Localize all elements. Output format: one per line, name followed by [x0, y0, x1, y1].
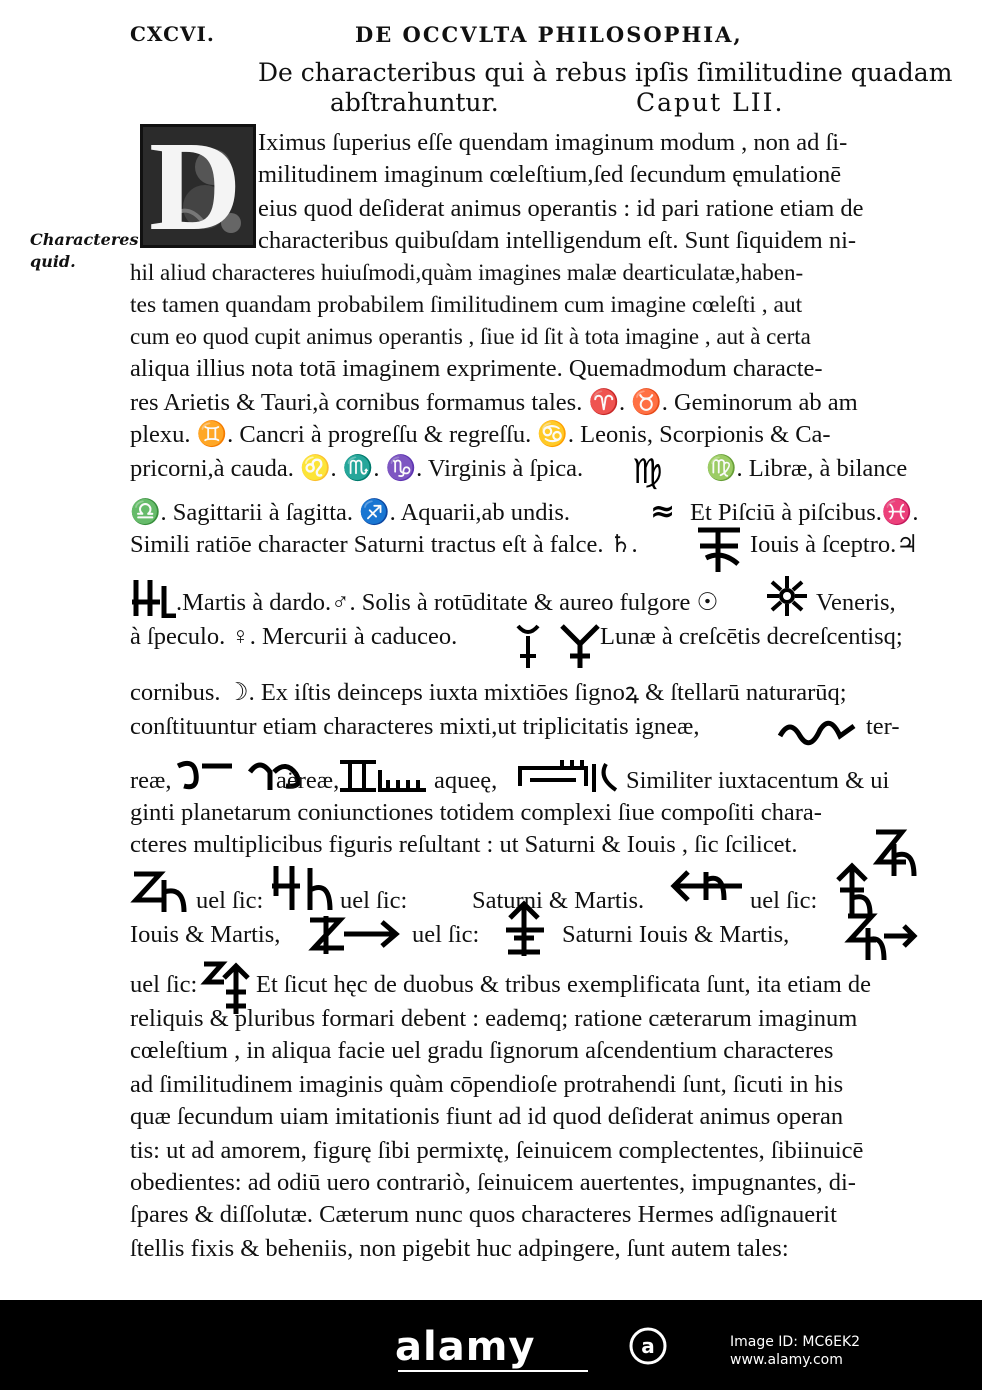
- stock-photo-footer: [0, 1300, 982, 1390]
- jupiter-mars-conjunction-icon: [306, 912, 402, 956]
- text-line: aëreæ,: [276, 767, 340, 794]
- decorated-initial: [140, 124, 256, 248]
- text-line: aqueę,: [434, 767, 498, 794]
- text-line: Et ſicut hęc de duobus & tribus exemplificata ſunt, ita etiam de: [256, 971, 872, 998]
- text-line: ♎. Sagittarii à ſagitta. ♐. Aquarii,ab undis.: [130, 499, 571, 526]
- text-line: aliqua illius nota totā imaginem exprimente. Quemadmodum characte-: [130, 355, 823, 382]
- text-line: .Martis à dardo.♂. Solis à rotūditate & aureo fulgore ☉: [176, 589, 719, 616]
- text-line: Iouis & Martis,: [130, 921, 281, 948]
- saturn-jupiter-variant-2-icon: [270, 862, 336, 914]
- text-line: Iouis à ſceptro.♃: [750, 531, 919, 558]
- text-line: reliquis & pluribus formari debent : eademq; ratione cæterarum imaginum: [130, 1005, 858, 1032]
- text-line: hil aliud characteres huiuſmodi,quàm imagines malæ dearticulatæ,haben-: [130, 260, 804, 285]
- text-line: Lunæ à creſcētis decreſcentisq;: [600, 623, 903, 650]
- air-triplicity-character-icon: [336, 756, 432, 796]
- text-line: cœleſtium , in aliqua facie uel gradu ſignorum aſcendentium characteres: [130, 1037, 834, 1064]
- text-line: reæ,: [130, 767, 172, 794]
- svg-text:a: a: [641, 1334, 655, 1358]
- image-id: Image ID: MC6EK2: [730, 1334, 861, 1350]
- jupiter-sceptre-character-icon: [130, 578, 178, 618]
- text-line: Veneris,: [816, 589, 896, 616]
- saturn-jupiter-variant-1-icon: [130, 868, 192, 914]
- running-title: DE OCCVLTA PHILOSOPHIA,: [355, 22, 743, 47]
- chapter-title-line-2: abſtrahuntur.: [330, 88, 499, 117]
- text-line: quæ ſecundum uiam imitationis fiunt ad id quod deſiderat animus operan: [130, 1103, 844, 1130]
- folio-number: CXCVI.: [130, 22, 215, 46]
- text-line: militudinem imaginum cœleſtium,ſed ſecundum ęmulationē: [258, 161, 842, 188]
- text-line: Iximus ſuperius eſſe quendam imaginum modum , non ad ſi-: [258, 129, 848, 156]
- saturn-mars-conjunction-icon: [670, 866, 746, 908]
- text-line: uel ſic:: [412, 921, 480, 948]
- initial-letter: D: [149, 124, 242, 248]
- alamy-logo: alamy: [395, 1324, 536, 1370]
- text-line: ſpares & diſſolutæ. Cæterum nunc quos characteres Hermes adſignauerit: [130, 1201, 837, 1228]
- text-line: Saturni Iouis & Martis,: [562, 921, 790, 948]
- text-line: eius quod deſiderat animus operantis : id pari ratione etiam de: [258, 195, 864, 222]
- saturn-sickle-character-icon: [692, 524, 746, 576]
- jupiter-mars-variant-icon: [500, 900, 550, 960]
- saturn-jupiter-conjunction-icon: [872, 826, 928, 878]
- text-line: conſtituuntur etiam characteres mixti,ut triplicitatis igneæ,: [130, 713, 700, 740]
- text-line: ad ſimilitudinem imaginis quàm cōpendioſe protrahendi ſunt, ſicuti in his: [130, 1071, 844, 1098]
- text-line: ſtellis fixis & beheniis, non pigebit huc adpingere, ſunt autem tales:: [130, 1235, 789, 1262]
- saturn-jupiter-mars-conjunction-icon: [844, 910, 920, 964]
- text-line: Saturni & Martis.: [472, 887, 645, 914]
- text-line: uel ſic:: [340, 887, 408, 914]
- text-line: tis: ut ad amorem, figurę ſibi permixtę, ſeinuicem complectentes, ſibiinuicē: [130, 1137, 864, 1164]
- site-url: www.alamy.com: [730, 1352, 843, 1368]
- text-line: uel ſic:: [130, 971, 198, 998]
- alamy-a-mark-icon: [628, 1326, 668, 1366]
- text-line: ginti planetarum coniunctiones totidem complexi ſiue compoſiti chara-: [130, 799, 822, 826]
- text-line: cteres multiplicibus figuris reſultant : ut Saturni & Iouis , ſic ſcilicet.: [130, 831, 798, 858]
- text-line: tes tamen quandam probabilem ſimilitudinem cum imagine cœleſti , aut: [130, 292, 803, 318]
- text-line: Similiter iuxtacentum & ui: [626, 767, 890, 794]
- aquarius-waves-icon: ≈: [650, 494, 676, 529]
- text-line: obedientes: ad odiū uero contrariò, ſeinuicem auertentes, impugnantes, di-: [130, 1169, 856, 1196]
- sun-radiant-character-icon: [762, 574, 812, 618]
- text-line: uel ſic:: [750, 887, 818, 914]
- text-line: à ſpeculo. ♀. Mercurii à caduceo.: [130, 623, 458, 650]
- logo-underline-icon: [398, 1370, 588, 1378]
- text-line: ♍. Libræ, à bilance: [706, 455, 908, 482]
- margin-note-line-2: quid.: [30, 252, 76, 271]
- text-line: Et Piſciū à piſcibus.♓.: [690, 499, 919, 526]
- fire-triplicity-character-icon: [776, 712, 858, 752]
- water-triplicity-character-icon: [516, 756, 620, 796]
- text-line: cum eo quod cupit animus operantis , ſiue id ſit à tota imagine , aut à certa: [130, 324, 811, 349]
- text-line: res Arietis & Tauri,à cornibus formamus tales. ♈. ♉. Geminorum ab am: [130, 389, 858, 416]
- text-line: ter-: [866, 713, 900, 740]
- text-line: cornibus. ☽. Ex iſtis deinceps iuxta mixtiōes ſignoꝝ & ſtellarū naturarūq;: [130, 679, 847, 706]
- text-line: Simili ratiōe character Saturni tractus eſt à falce. ♄.: [130, 531, 638, 558]
- chapter-number: Caput LII.: [636, 88, 785, 117]
- text-line: plexu. ♊. Cancri à progreſſu & regreſſu. ♋. Leonis, Scorpionis & Ca-: [130, 421, 831, 448]
- chapter-title-line-1: De characteribus qui à rebus ipſis ſimilitudine quadam: [258, 58, 953, 87]
- text-line: characteribus quibuſdam intelligendum eſt. Sunt ſiquidem ni-: [258, 227, 857, 254]
- text-line: pricorni,à cauda. ♌. ♏. ♑. Virginis à ſpica.: [130, 455, 584, 482]
- text-line: uel ſic:: [196, 887, 264, 914]
- mercury-caduceus-character-icon: [512, 622, 604, 670]
- margin-note-line-1: Characteres: [30, 230, 139, 249]
- virgo-character-icon: ♍: [632, 452, 663, 492]
